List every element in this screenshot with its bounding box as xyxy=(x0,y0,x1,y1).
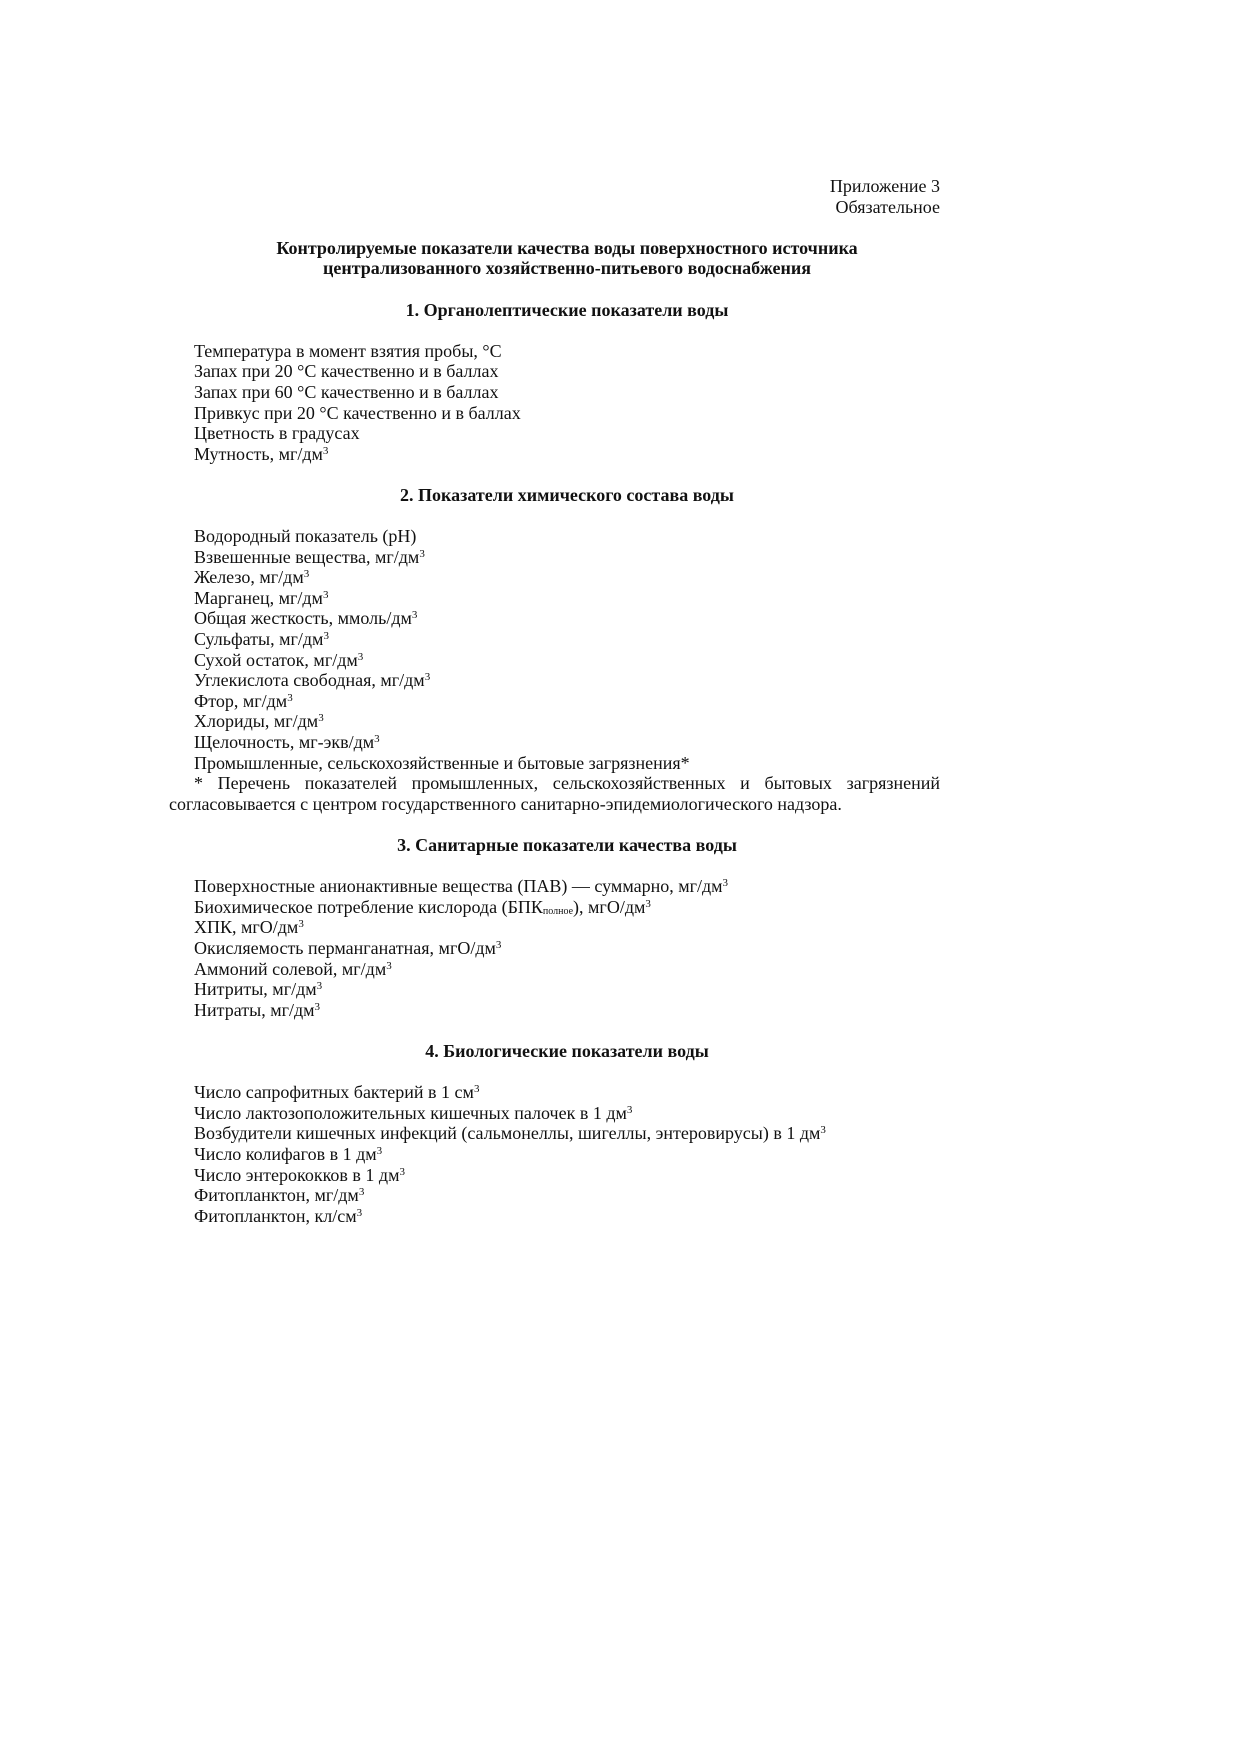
indicator-text: Общая жесткость, ммоль/дм xyxy=(194,608,412,629)
indicator-text: Углекислота свободная, мг/дм xyxy=(194,670,425,691)
footnote-line1: * Перечень показателей промышленных, сельскохозяйственных и бытовых загрязнений xyxy=(194,773,940,794)
indicator-superscript: 3 xyxy=(820,1124,826,1137)
indicator-text: Поверхностные анионактивные вещества (ПАВ) — суммарно, мг/дм xyxy=(194,876,723,897)
indicator-superscript: 3 xyxy=(495,938,502,951)
indicator-text: Фтор, мг/дм xyxy=(194,690,288,711)
indicator-superscript: 3 xyxy=(356,1206,363,1219)
indicator-item xyxy=(169,526,940,547)
indicator-item xyxy=(169,1123,940,1144)
indicator-item xyxy=(169,732,940,753)
section xyxy=(169,835,940,1041)
indicator-item xyxy=(169,629,940,650)
indicator-text: Промышленные, сельскохозяйственные и бытовые загрязнения* xyxy=(194,752,690,773)
indicator-item xyxy=(169,361,940,382)
indicator-text: Фитопланктон, мг/дм xyxy=(194,1185,359,1206)
indicator-item xyxy=(169,650,940,671)
indicator-item xyxy=(169,1185,940,1206)
indicator-item xyxy=(169,979,940,1000)
indicator-item xyxy=(169,1165,940,1186)
indicator-superscript: 3 xyxy=(473,1083,480,1096)
indicator-item xyxy=(169,1206,940,1227)
indicator-item xyxy=(169,1144,940,1165)
indicator-text: Водородный показатель (рН) xyxy=(194,526,417,547)
indicator-item xyxy=(169,876,940,897)
footnote-line2: согласовывается с центром государственного санитарно-эпидемиологического надзора. xyxy=(169,793,842,814)
document-page xyxy=(169,176,940,1226)
indicator-text: Возбудители кишечных инфекций (сальмонеллы, шигеллы, энтеровирусы) в 1 дм xyxy=(194,1123,821,1144)
section-heading: 1. Органолептические показатели воды xyxy=(405,299,729,320)
sections xyxy=(169,300,940,1227)
section-heading: 3. Санитарные показатели качества воды xyxy=(397,835,737,855)
indicator-text: Нитраты, мг/дм xyxy=(194,999,315,1020)
section xyxy=(169,300,940,485)
indicator-superscript: 3 xyxy=(419,547,425,560)
indicator-item xyxy=(169,341,940,362)
indicator-text: Хлориды, мг/дм xyxy=(194,711,319,732)
indicator-superscript: 3 xyxy=(358,1186,365,1199)
indicator-superscript: 3 xyxy=(386,959,392,972)
indicator-item xyxy=(169,917,940,938)
indicator-item xyxy=(169,588,940,609)
footnote xyxy=(169,773,940,814)
indicator-superscript: 3 xyxy=(298,918,304,931)
indicator-text: Цветность в градусах xyxy=(194,423,360,444)
indicator-text: Биохимическое потребление кислорода (БПК xyxy=(194,896,543,917)
indicator-superscript: 3 xyxy=(357,650,364,663)
indicator-superscript: 3 xyxy=(322,588,329,601)
indicator-text: Марганец, мг/дм xyxy=(194,587,323,608)
indicator-text: Запах при 60 °С качественно и в баллах xyxy=(194,381,499,402)
indicator-text: Взвешенные вещества, мг/дм xyxy=(194,546,420,567)
indicator-item xyxy=(169,608,940,629)
indicator-superscript: 3 xyxy=(374,733,380,746)
indicator-item xyxy=(169,711,940,732)
indicator-superscript: 3 xyxy=(626,1103,633,1116)
indicator-item xyxy=(169,1103,940,1124)
indicator-item xyxy=(169,423,940,444)
indicator-subscript: полное xyxy=(542,905,574,917)
indicator-superscript: 3 xyxy=(411,609,418,622)
indicator-superscript: 3 xyxy=(424,671,431,684)
section xyxy=(169,1041,940,1226)
indicator-item xyxy=(169,897,940,918)
indicator-item xyxy=(169,547,940,568)
indicator-superscript: 3 xyxy=(287,691,293,704)
indicator-text: Число колифагов в 1 дм xyxy=(194,1143,377,1164)
indicator-text: Привкус при 20 °С качественно и в баллах xyxy=(194,402,521,423)
indicator-superscript: 3 xyxy=(314,1000,321,1013)
appendix-status: Обязательное xyxy=(835,196,940,217)
indicator-text: Сухой остаток, мг/дм xyxy=(194,649,358,670)
indicator-text: Температура в момент взятия пробы, °С xyxy=(194,340,502,361)
indicator-text: ХПК, мгО/дм xyxy=(194,917,299,938)
indicator-item xyxy=(169,1000,940,1021)
document-title-line2: централизованного хозяйственно-питьевого водоснабжения xyxy=(322,258,812,279)
indicator-item xyxy=(169,753,940,774)
indicator-text: Запах при 20 °С качественно и в баллах xyxy=(194,361,499,382)
indicator-item xyxy=(169,403,940,424)
indicator-superscript: 3 xyxy=(322,444,329,457)
indicator-text: Мутность, мг/дм xyxy=(194,443,323,464)
document-title-line1: Контролируемые показатели качества воды поверхностного источника xyxy=(276,237,858,258)
indicator-text: Аммоний солевой, мг/дм xyxy=(194,958,387,979)
indicator-text: Нитриты, мг/дм xyxy=(194,979,317,1000)
indicator-superscript: 3 xyxy=(316,980,323,993)
indicator-superscript: 3 xyxy=(645,897,651,910)
indicator-text: Окисляемость перманганатная, мгО/дм xyxy=(194,937,496,958)
indicator-item xyxy=(169,382,940,403)
indicator-item xyxy=(169,938,940,959)
indicator-superscript: 3 xyxy=(722,877,729,890)
section-heading: 2. Показатели химического состава воды xyxy=(400,484,734,505)
indicator-text: Сульфаты, мг/дм xyxy=(194,629,324,650)
indicator-superscript: 3 xyxy=(303,568,310,581)
indicator-superscript: 3 xyxy=(323,630,329,643)
appendix-label: Приложение 3 xyxy=(829,176,940,196)
indicator-text: Фитопланктон, кл/см xyxy=(194,1205,357,1226)
indicator-item xyxy=(169,959,940,980)
section xyxy=(169,485,940,835)
indicator-superscript: 3 xyxy=(399,1165,405,1178)
indicator-text: Щелочность, мг-экв/дм xyxy=(194,732,375,753)
indicator-text-after: ), мгО/дм xyxy=(573,896,646,917)
indicator-item xyxy=(169,670,940,691)
indicator-item xyxy=(169,1082,940,1103)
indicator-superscript: 3 xyxy=(376,1144,383,1157)
indicator-text: Число энтерококков в 1 дм xyxy=(194,1164,400,1185)
indicator-text: Число лактозоположительных кишечных палочек в 1 дм xyxy=(194,1102,627,1123)
indicator-item xyxy=(169,691,940,712)
indicator-text: Железо, мг/дм xyxy=(194,567,304,588)
indicator-item xyxy=(169,567,940,588)
indicator-item xyxy=(169,444,940,465)
section-heading: 4. Биологические показатели воды xyxy=(425,1040,709,1061)
indicator-text: Число сапрофитных бактерий в 1 см xyxy=(194,1082,474,1103)
indicator-superscript: 3 xyxy=(318,712,324,725)
